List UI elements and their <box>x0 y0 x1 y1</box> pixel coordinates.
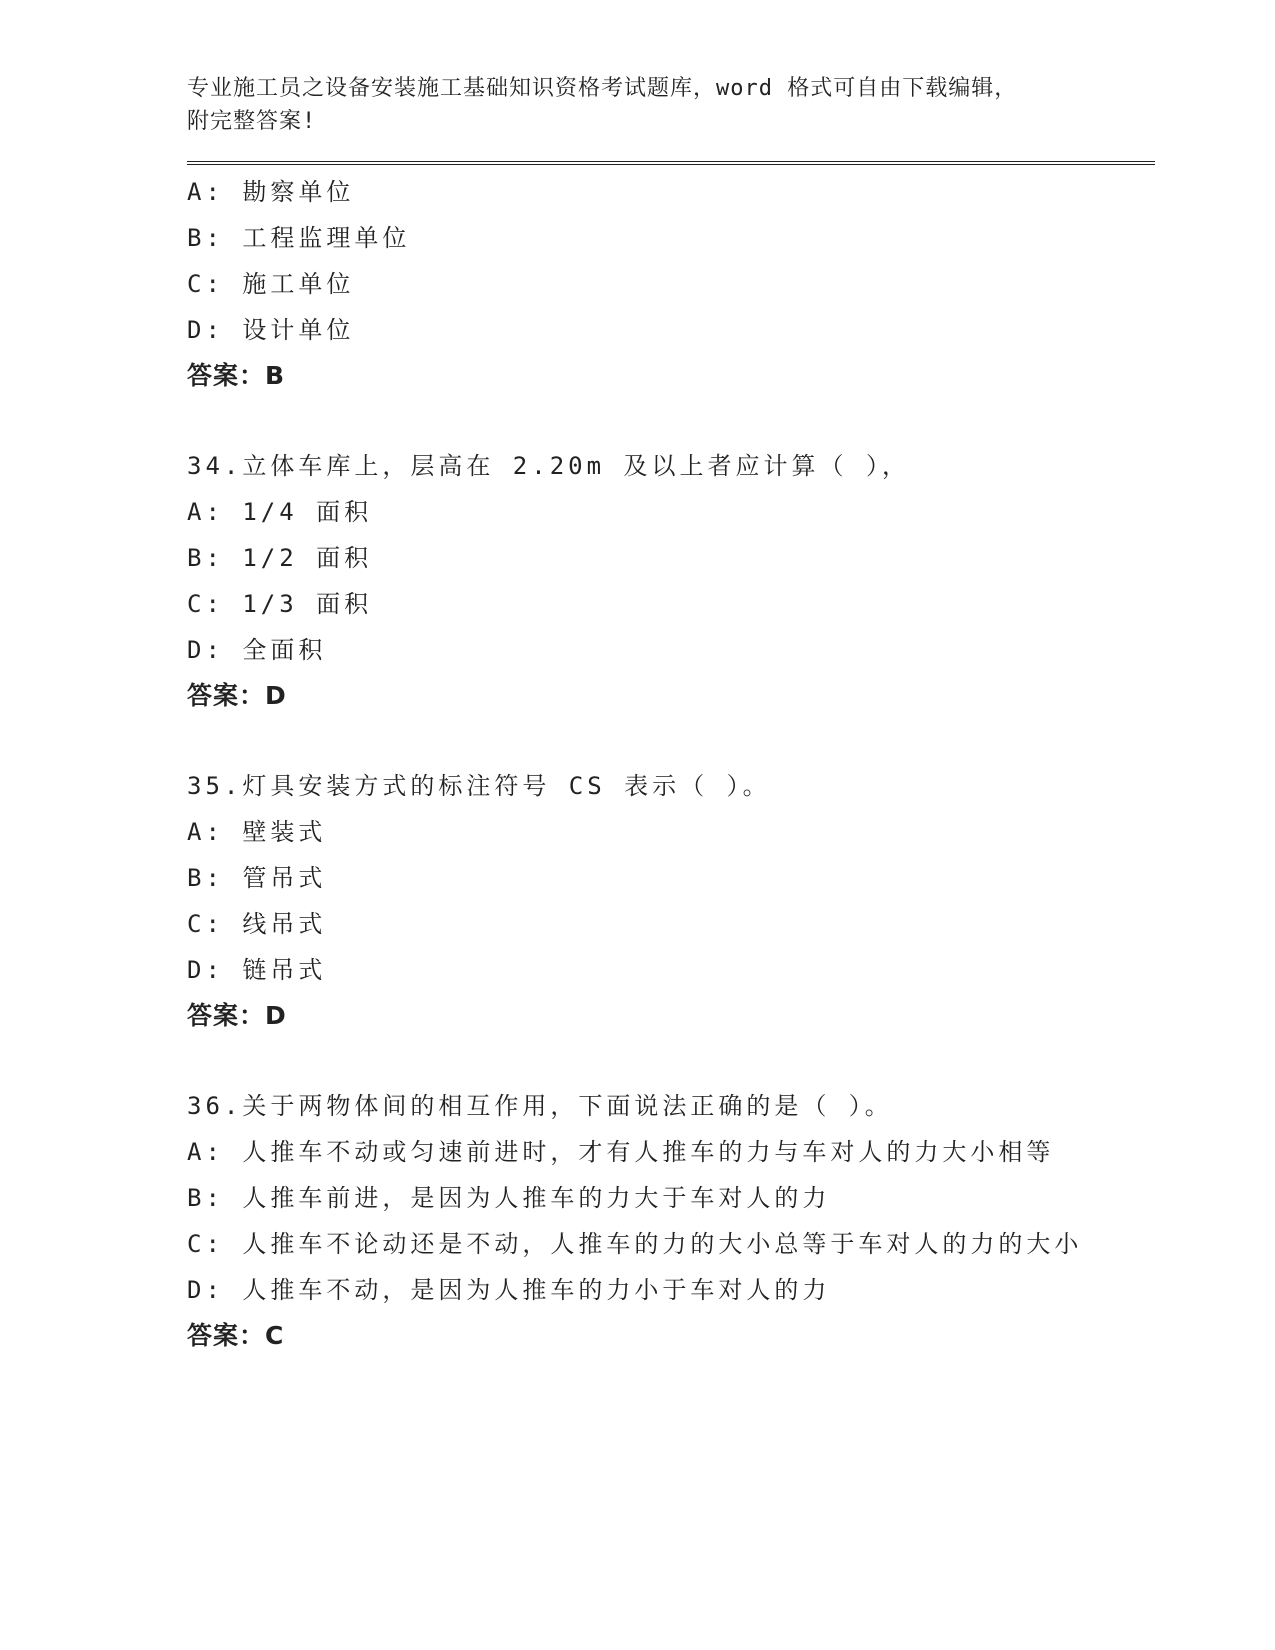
option-a: A: 人推车不动或匀速前进时，才有人推车的力与车对人的力大小相等 <box>187 1138 1055 1166</box>
answer: 答案：B <box>187 361 286 390</box>
header-divider <box>187 161 1155 165</box>
option-d: D: 链吊式 <box>187 956 327 984</box>
option-b: B: 1/2 面积 <box>187 544 373 572</box>
option-a: A: 壁装式 <box>187 818 327 846</box>
option-b: B: 人推车前进，是因为人推车的力大于车对人的力 <box>187 1184 831 1212</box>
answer: 答案：C <box>187 1321 285 1350</box>
question-list <box>187 169 1155 1359</box>
option-d: D: 设计单位 <box>187 316 355 344</box>
question-text: 35.灯具安装方式的标注符号 CS 表示（ ）。 <box>187 772 771 800</box>
page-header <box>187 72 1155 138</box>
option-a: A: 勘察单位 <box>187 178 355 206</box>
document-page <box>187 72 1155 1359</box>
option-c: C: 施工单位 <box>187 270 355 298</box>
option-d: D: 全面积 <box>187 636 327 664</box>
header-line-2: 附完整答案! <box>187 109 317 134</box>
header-line-1: 专业施工员之设备安装施工基础知识资格考试题库，word 格式可自由下载编辑， <box>187 76 1018 101</box>
question-36 <box>187 1083 1155 1359</box>
option-c: C: 线吊式 <box>187 910 327 938</box>
option-d: D: 人推车不动，是因为人推车的力小于车对人的力 <box>187 1276 831 1304</box>
answer: 答案：D <box>187 1001 287 1030</box>
question-33 <box>187 169 1155 399</box>
question-35 <box>187 763 1155 1039</box>
option-a: A: 1/4 面积 <box>187 498 373 526</box>
option-b: B: 管吊式 <box>187 864 327 892</box>
question-34 <box>187 443 1155 719</box>
option-c: C: 1/3 面积 <box>187 590 373 618</box>
question-text: 36.关于两物体间的相互作用，下面说法正确的是（ ）。 <box>187 1092 893 1120</box>
question-text: 34.立体车库上，层高在 2.20m 及以上者应计算（ ）， <box>187 452 910 480</box>
option-c: C: 人推车不论动还是不动，人推车的力的大小总等于车对人的力的大小 <box>187 1230 1083 1258</box>
answer: 答案：D <box>187 681 287 710</box>
option-b: B: 工程监理单位 <box>187 224 411 252</box>
